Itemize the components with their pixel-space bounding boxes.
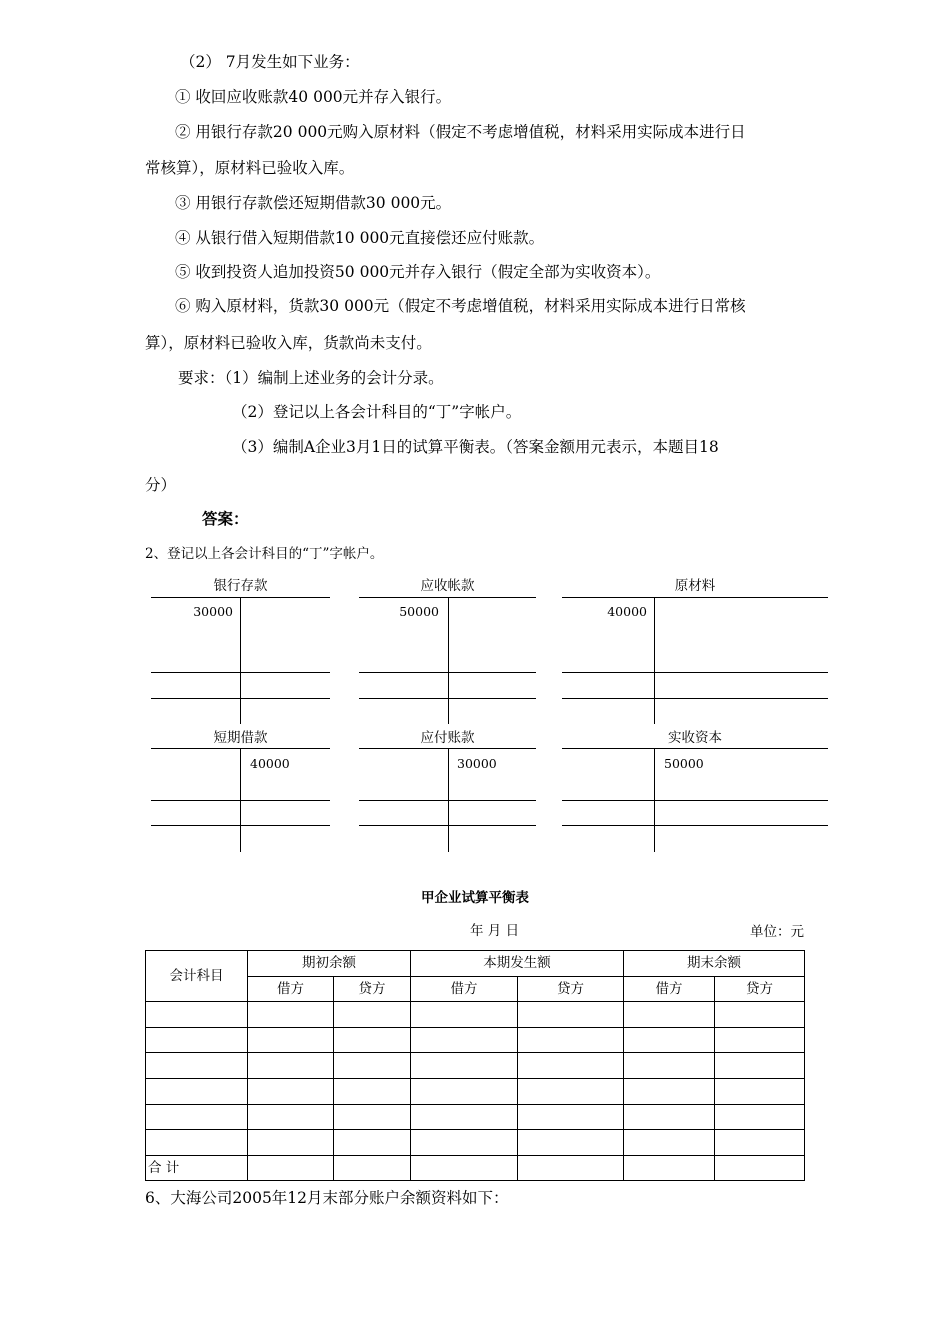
requirement-3-cont: 分） <box>145 476 177 494</box>
trial-balance-title: 甲企业试算平衡表 <box>421 890 529 906</box>
table-row <box>146 1027 805 1053</box>
t-account-receivable <box>359 578 536 724</box>
item-2: ② 用银行存款20 000元购入原材料（假定不考虑增值税，材料采用实际成本进行日 <box>175 123 746 141</box>
debit-header: 借方 <box>411 976 518 1002</box>
t-account-capital <box>562 730 828 852</box>
table-row <box>146 1053 805 1079</box>
col-account-header: 会计科目 <box>146 951 248 1002</box>
t-account-payable <box>359 730 536 852</box>
opening-balance-header: 期初余额 <box>248 951 411 977</box>
t-account-title: 原材料 <box>674 578 716 594</box>
t-account-title: 银行存款 <box>213 578 268 594</box>
t-section-label: 2、登记以上各会计科目的“丁”字帐户。 <box>145 546 384 562</box>
trial-balance-date: 年 月 日 <box>470 923 520 939</box>
item-3: ③ 用银行存款偿还短期借款30 000元。 <box>175 194 452 212</box>
problem-intro: （2） 7月发生如下业务： <box>180 53 360 71</box>
table-row <box>146 1130 805 1156</box>
t-account-credit: 50000 <box>664 756 704 771</box>
credit-header: 贷方 <box>715 976 805 1002</box>
t-account-materials <box>562 578 828 724</box>
t-account-title: 短期借款 <box>213 730 268 746</box>
trial-balance-table <box>145 950 805 1181</box>
table-row <box>146 1078 805 1104</box>
requirement-2: （2）登记以上各会计科目的“丁”字帐户。 <box>232 403 522 421</box>
requirement-1: 要求：（1）编制上述业务的会计分录。 <box>178 369 444 387</box>
debit-header: 借方 <box>248 976 334 1002</box>
t-account-debit: 40000 <box>607 604 647 619</box>
item-5: ⑤ 收到投资人追加投资50 000元并存入银行（假定全部为实收资本）。 <box>175 263 661 281</box>
t-account-credit: 30000 <box>457 756 497 771</box>
item-1: ① 收回应收账款40 000元并存入银行。 <box>175 88 452 106</box>
credit-header: 贷方 <box>334 976 411 1002</box>
next-problem: 6、大海公司2005年12月末部分账户余额资料如下： <box>145 1189 509 1207</box>
answer-label: 答案： <box>202 510 249 528</box>
item-6-cont: 算），原材料已验收入库，货款尚未支付。 <box>145 334 432 352</box>
period-amount-header: 本期发生额 <box>411 951 624 977</box>
t-account-bank <box>151 578 330 724</box>
t-account-title: 应收帐款 <box>420 578 475 594</box>
table-row <box>146 1002 805 1028</box>
trial-balance-unit: 单位：元 <box>750 924 804 940</box>
credit-header: 贷方 <box>518 976 624 1002</box>
t-account-title: 实收资本 <box>668 730 722 746</box>
requirement-3: （3）编制A企业3月1日的试算平衡表。（答案金额用元表示，本题目18 <box>232 438 719 456</box>
total-label: 合 计 <box>146 1155 248 1181</box>
closing-balance-header: 期末余额 <box>624 951 805 977</box>
item-6: ⑥ 购入原材料，货款30 000元（假定不考虑增值税，材料采用实际成本进行日常核 <box>175 297 746 315</box>
t-account-title: 应付账款 <box>420 730 475 746</box>
item-2-cont: 常核算），原材料已验收入库。 <box>145 159 355 177</box>
t-account-credit: 40000 <box>250 756 290 771</box>
t-account-debit: 50000 <box>399 604 439 619</box>
total-row <box>146 1155 805 1181</box>
t-account-short-loan <box>151 730 330 852</box>
debit-header: 借方 <box>624 976 715 1002</box>
table-row <box>146 1104 805 1130</box>
t-account-debit: 30000 <box>193 604 233 619</box>
item-4: ④ 从银行借入短期借款10 000元直接偿还应付账款。 <box>175 229 545 247</box>
